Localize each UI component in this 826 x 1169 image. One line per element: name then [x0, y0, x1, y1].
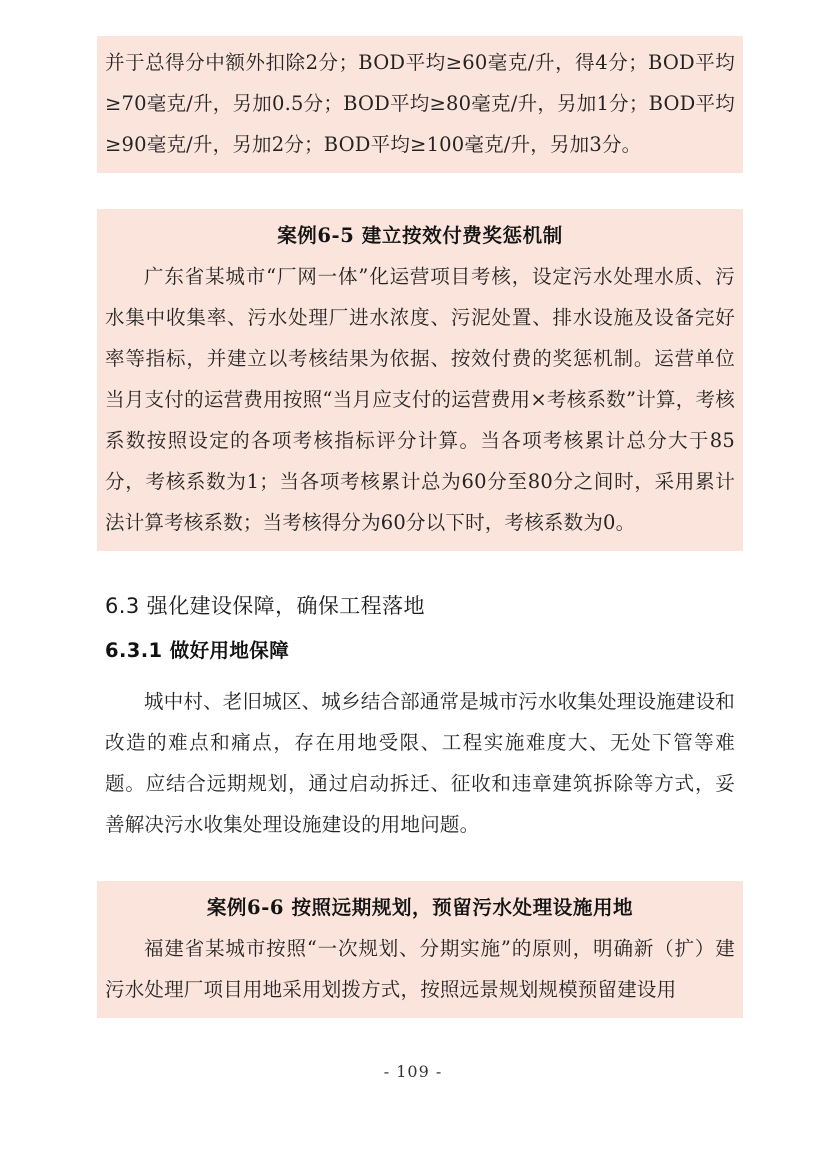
- heading-6-3: 6.3 强化建设保障，确保工程落地: [105, 594, 425, 618]
- heading-6-3-1: 6.3.1 做好用地保障: [105, 639, 290, 662]
- page-number: - 109 -: [383, 1062, 443, 1081]
- top-spacer: [105, 0, 735, 36]
- spacer-before-body-6-3-1: [105, 669, 735, 681]
- spacer-after-note: [105, 173, 735, 209]
- case-6-6-body: 福建省某城市按照“一次规划、分期实施”的原则，明确新（扩）建污水处理厂项目用地采用划拨方式，按照远景规划规模预留建设用: [105, 937, 735, 1001]
- case-box-6-5: [97, 209, 743, 551]
- page-content-column: [105, 0, 735, 1018]
- case-6-5-body: 广东省某城市“厂网一体”化运营项目考核，设定污水处理水质、污水集中收集率、污水处理厂进水浓度、污泥处置、排水设施及设备完好率等指标，并建立以考核结果为依据、按效付费的奖惩机制。运营单位当月支付的运营费用按照“当月应支付的运营费用×考核系数”计算，考核系数按照设定的各项考核指标评分计算。当各项考核累计总分大于85分，考核系数为1；当各项考核累计总为60分至80分之间时，采用累计法计算考核系数；当考核得分为60分以下时，考核系数为0。: [105, 265, 735, 534]
- spacer-between-headings: [105, 625, 735, 633]
- note-bod-scoring-text: 并于总得分中额外扣除2分；BOD平均≥60毫克/升，得4分；BOD平均≥70毫克/升，另加0.5分；BOD平均≥80毫克/升，另加1分；BOD平均≥90毫克/升，另加2分；BOD平均≥100毫克/升，另加3分。: [105, 51, 735, 156]
- case-6-6-title: 案例6-6 按照远期规划，预留污水处理设施用地: [206, 896, 634, 919]
- note-box-bod-scoring: [97, 36, 743, 173]
- case-6-5-title: 案例6-5 建立按效付费奖惩机制: [277, 224, 563, 247]
- spacer-before-case-6-6: [105, 845, 735, 881]
- case-box-6-6: [97, 881, 743, 1018]
- spacer-before-heading-6-3: [105, 551, 735, 587]
- body-paragraph-6-3-1: 城中村、老旧城区、城乡结合部通常是城市污水收集处理设施建设和改造的难点和痛点，存在用地受限、工程实施难度大、无处下管等难题。应结合远期规划，通过启动拆迁、征收和违章建筑拆除等方式，妥善解决污水收集处理设施建设的用地问题。: [105, 690, 736, 836]
